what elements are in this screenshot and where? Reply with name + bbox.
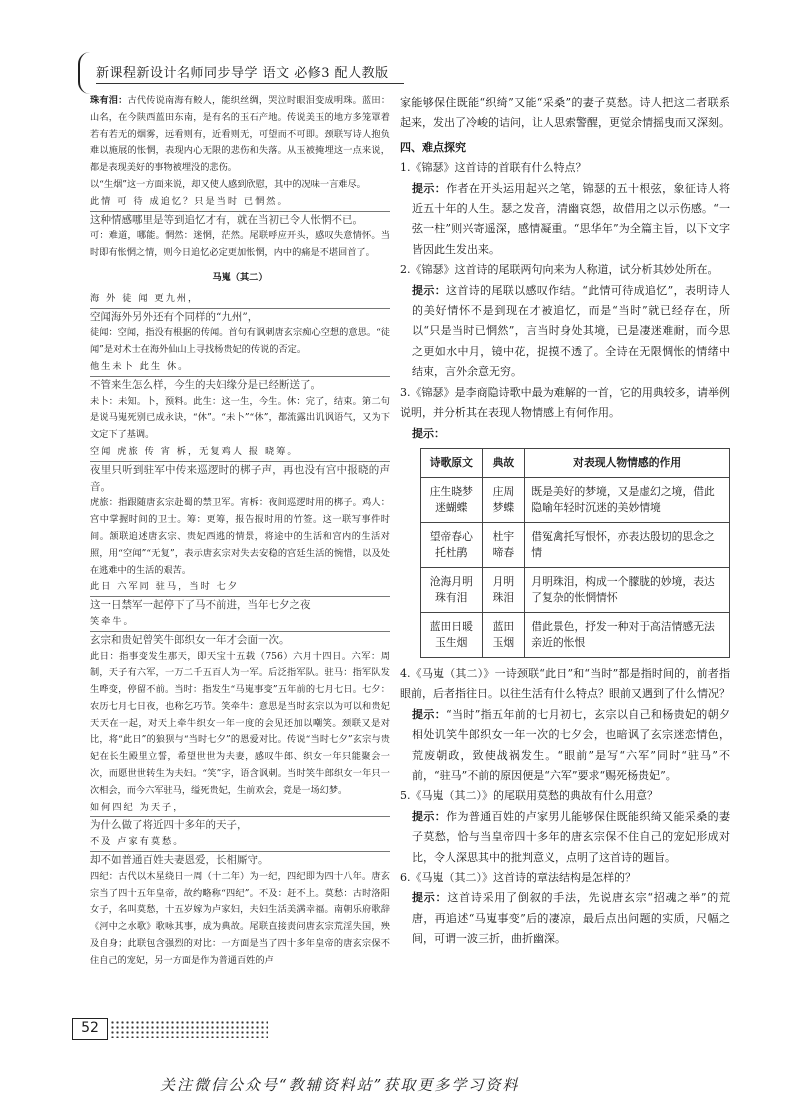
poem-line: 此情 可 待 成追忆？只是当时 已惘然。: [90, 194, 390, 212]
poem-line: 他生未卜 此生 休。: [90, 359, 390, 377]
question: 4.《马嵬（其二）》一诗颈联“此日”和“当时”都是指时间的，前者指眼前，后者指往日。以往生活有什么特点？眼前又遇到了什么情况？: [400, 666, 730, 701]
poem-line: 笑牵牛。: [90, 614, 390, 632]
table-cell: 既是美好的梦境，又是虚幻之境，借此隐喻年轻时沉迷的美妙情境: [525, 477, 730, 522]
table-cell: 借此景色，抒发一种对于高洁情感无法亲近的怅恨: [525, 612, 730, 657]
table-cell: 月明珠泪: [482, 567, 525, 612]
question: 3.《锦瑟》是李商隐诗歌中最为难解的一首，它的用典较多，请举例说明，并分析其在表现人物情感上有何作用。: [400, 385, 730, 420]
header-rule: [96, 83, 404, 84]
gloss-text: 古代传说南海有鲛人，能织丝绸，哭泣时眼泪变成明珠。蓝田：山名，在今陕西蓝田东南，是有名的玉石产地。传说美玉的地方多笼罩着若有若无的烟雾，远看则有，近看则无，可望而不可即。颈联写诗人抱负难以施展的怅惘，表现内心无限的悲伤和失落。从玉被掩埋这一点来说，都是表现美好的事物被埋没的悲伤。: [90, 95, 391, 174]
poem-translation: 不管来生怎么样，今生的夫妇缘分是已经断送了。: [90, 378, 321, 391]
section-heading: 四、难点探究: [400, 140, 466, 154]
table-cell: 望帝春心托杜鹃: [421, 522, 483, 567]
paragraph: 可：难道，哪能。惘然：迷惘，茫然。尾联呼应开头，感叹失意情怀。当时即有怅惘之情，则今日追忆必定更加怅惘，内中的痛是不堪回首了。: [90, 230, 390, 259]
table-header: 对表现人物情感的作用: [525, 448, 730, 477]
answer: [400, 281, 730, 383]
poem-translation: 空闻海外另外还有个同样的“九州”，: [90, 310, 259, 323]
poem-line: 此日 六军同 驻马，当时 七夕: [90, 579, 390, 597]
answer-text: 这首诗的尾联以感叹作结。“此情可待成追忆”，表明诗人的美好情怀不是到现在才被追忆，而是“当时”就已经存在，所以“只是当时已惘然”，言当时身处其境，已是凄迷难耐，而今思之更如水中月，镜中花，捉摸不透了。全诗在无限惆怅的情绪中结束，言外余意无穷。: [412, 283, 730, 379]
question: 2.《锦瑟》这首诗的尾联两句向来为人称道，试分析其妙处所在。: [400, 263, 719, 277]
answer-text: 作者在开头运用起兴之笔，锦瑟的五十根弦，象征诗人将近五十年的人生。瑟之发音，清幽哀怨，故借用之以示伤感。“一弦一柱”则兴寄遥深，感情凝重。“思华年”为全篇主旨，以下文字皆因此生发出来。: [412, 181, 731, 256]
poem-line: 海 外 徒 闻 更九州，: [90, 291, 390, 309]
question: 5.《马嵬（其二）》的尾联用莫愁的典故有什么用意？: [400, 789, 658, 803]
table-cell: 借冤禽托写恨怀，亦表达殷切的思念之情: [525, 522, 730, 567]
table-cell: 蓝田日暖玉生烟: [421, 612, 483, 657]
paragraph: 此日：指事变发生那天，即天宝十五载（756）六月十四日。六军：周制，天子有六军，一万二千五百人为一军。后泛指军队。驻马：指军队发生哗变，停留不前。当时：指发生“马嵬事变”五年前的七月七日。七夕：农历七月七日夜，也称乞巧节。笑牵牛：意思是当时玄宗以为可以和贵妃天天在一起，对天上牵牛织女一年一度的会见还加以嘲笑。颈联又是对比，将“此日”的狼狈与“当时七夕”的恩爱对比。传说“当时七夕”玄宗与贵妃在长生殿里立誓，希望世世为夫妻，感叹牛郎、织女一年只能聚会一次，而愿世世转生为夫妇。“笑”字，语含讽刺。当时笑牛郎织女一年只一次相会，而今六军驻马，缢死贵妃，生前欢会，竟是一场幻梦。: [90, 650, 390, 796]
term-label: 珠有泪：: [90, 95, 128, 106]
poem-translation: 玄宗和贵妃曾笑牛郎织女一年才会面一次。: [90, 633, 290, 646]
poem-translation: 却不如普通百姓夫妻恩爱，长相厮守。: [90, 854, 269, 867]
answer-text: “当时”指五年前的七月初七，玄宗以自己和杨贵妃的朝夕相处讥笑牛郎织女一年一次的七夕会，也暗讽了玄宗迷恋情色，荒废朝政，致使战祸发生。“眼前”是写“六军”同时“驻马”不前，“驻马”不前的原因便是“六军”要求“赐死杨贵妃”。: [412, 707, 730, 782]
question: 6.《马嵬（其二）》这首诗的章法结构是怎样的？: [400, 870, 636, 884]
answer: [400, 807, 730, 868]
decorative-dot-band: [110, 1020, 268, 1038]
question: 1.《锦瑟》这首诗的首联有什么特点？: [400, 161, 587, 175]
poem-line: 不及 卢家有莫愁。: [90, 834, 390, 852]
answer: [400, 705, 730, 787]
table-cell: 庄周梦蝶: [482, 477, 525, 522]
poem-line: 空闻 虎旅 传 宵 柝，无复鸡人 报 晓筹。: [90, 444, 390, 462]
paragraph: 以“生烟”这一方面来说，却又使人感到欣慰，其中的况味一言难尽。: [90, 178, 366, 190]
table-cell: 庄生晓梦迷蝴蝶: [421, 477, 483, 522]
allusion-table: [420, 448, 730, 658]
poem-translation: 这一日禁军一起停下了马不前进，当年七夕之夜: [90, 599, 311, 612]
poem-translation: 这种情感哪里是等到追忆才有，就在当初已令人怅惘不已。: [90, 213, 363, 226]
table-row: [421, 567, 730, 612]
paragraph: 未卜：未知。卜，预料。此生：这一生，今生。休：完了，结束。第二句是说马嵬死别已成永诀，“休”。“未卜”“休”，都流露出讥讽语气，又为下文定下了基调。: [90, 395, 390, 441]
header-bracket: [78, 52, 92, 94]
paragraph: 四纪：古代以木星绕日一周（十二年）为一纪，四纪即为四十八年。唐玄宗当了四十五年皇帝，故约略称“四纪”。不及：赶不上。莫愁：古时洛阳女子，名叫莫愁，十五岁嫁为卢家妇，夫妇生活美满幸福。南朝乐府歌辞《河中之水歌》歌咏其事，成为典故。尾联直接责问唐玄宗荒淫失国，殃及自身；此联包含强烈的对比：一方面是当了四十多年皇帝的唐玄宗保不住自己的宠妃，另一方面是作为普通百姓的卢: [90, 870, 390, 966]
left-column: [90, 93, 390, 970]
answer: [400, 888, 730, 949]
table-cell: 杜宇啼春: [482, 522, 525, 567]
poem-title: 马嵬（其二）: [212, 271, 268, 283]
paragraph: 家能够保住既能“织绮”又能“采桑”的妻子莫愁。诗人把这二者联系起来，发出了冷峻的诘问，让人思索警醒，更觉余情摇曳而又深刻。: [400, 96, 730, 130]
table-header-row: [421, 448, 730, 477]
footer-note: 关注微信公众号“教辅资料站”获取更多学习资料: [160, 1076, 520, 1094]
poem-translation: 为什么做了将近四十多年的天子，: [90, 819, 248, 832]
hint-label: 提示：: [412, 809, 447, 823]
table-cell: 蓝田玉烟: [482, 612, 525, 657]
table-row: [421, 522, 730, 567]
hint-label: 提示：: [412, 426, 445, 440]
paragraph: [90, 93, 390, 177]
table-header: 诗歌原文: [421, 448, 483, 477]
paragraph: 虎旅：指跟随唐玄宗赴蜀的禁卫军。宵柝：夜间巡逻时用的梆子。鸡人：宫中掌握时间的卫士。筹：更筹，报告报时用的竹签。这一联写事件时间。颔联追述唐玄宗、贵妃西逃的情景，将途中的生活和宫内的生活对照，用“空闻”“无复”，表示唐玄宗对失去安稳的宫廷生活的惋惜，以及处在逃难中的生活的艰苦。: [90, 497, 390, 576]
hint-label: 提示：: [412, 891, 448, 905]
table-header: 典故: [482, 448, 525, 477]
table-cell: 沧海月明珠有泪: [421, 567, 483, 612]
hint-label: 提示：: [412, 707, 447, 721]
right-column: [400, 93, 730, 950]
paragraph: 徒闻：空闻，指没有根据的传闻。首句有讽刺唐玄宗痴心空想的意思。“徒闻”是对术士在海外仙山上寻找杨贵妃的传说的否定。: [90, 327, 390, 356]
poem-line: 如何四纪 为天子，: [90, 800, 390, 818]
poem-translation: 夜里只听到驻军中传来巡逻时的梆子声，再也没有宫中报晓的声音。: [90, 463, 390, 493]
hint-label: 提示：: [412, 283, 447, 297]
page-number: 52: [72, 1018, 108, 1040]
table-row: [421, 477, 730, 522]
answer: [400, 179, 730, 261]
answer-text: 作为普通百姓的卢家男儿能够保住既能织绮又能采桑的妻子莫愁，恰与当皇帝四十多年的唐玄宗保不住自己的宠妃形成对比，令人深思其中的批判意义，点明了这首诗的题旨。: [412, 809, 731, 864]
table-row: [421, 612, 730, 657]
answer-text: 这首诗采用了倒叙的手法，先说唐玄宗“招魂之举”的荒唐，再追述“马嵬事变”后的凄凉，最后点出问题的实质，尺幅之间，可谓一波三折，曲折幽深。: [412, 891, 731, 946]
hint-label: 提示：: [412, 181, 447, 195]
table-cell: 月明珠泪，构成一个朦胧的妙境，表达了复杂的怅惘情怀: [525, 567, 730, 612]
running-header: 新课程新设计名师同步导学 语文 必修3 配人教版: [96, 66, 389, 81]
